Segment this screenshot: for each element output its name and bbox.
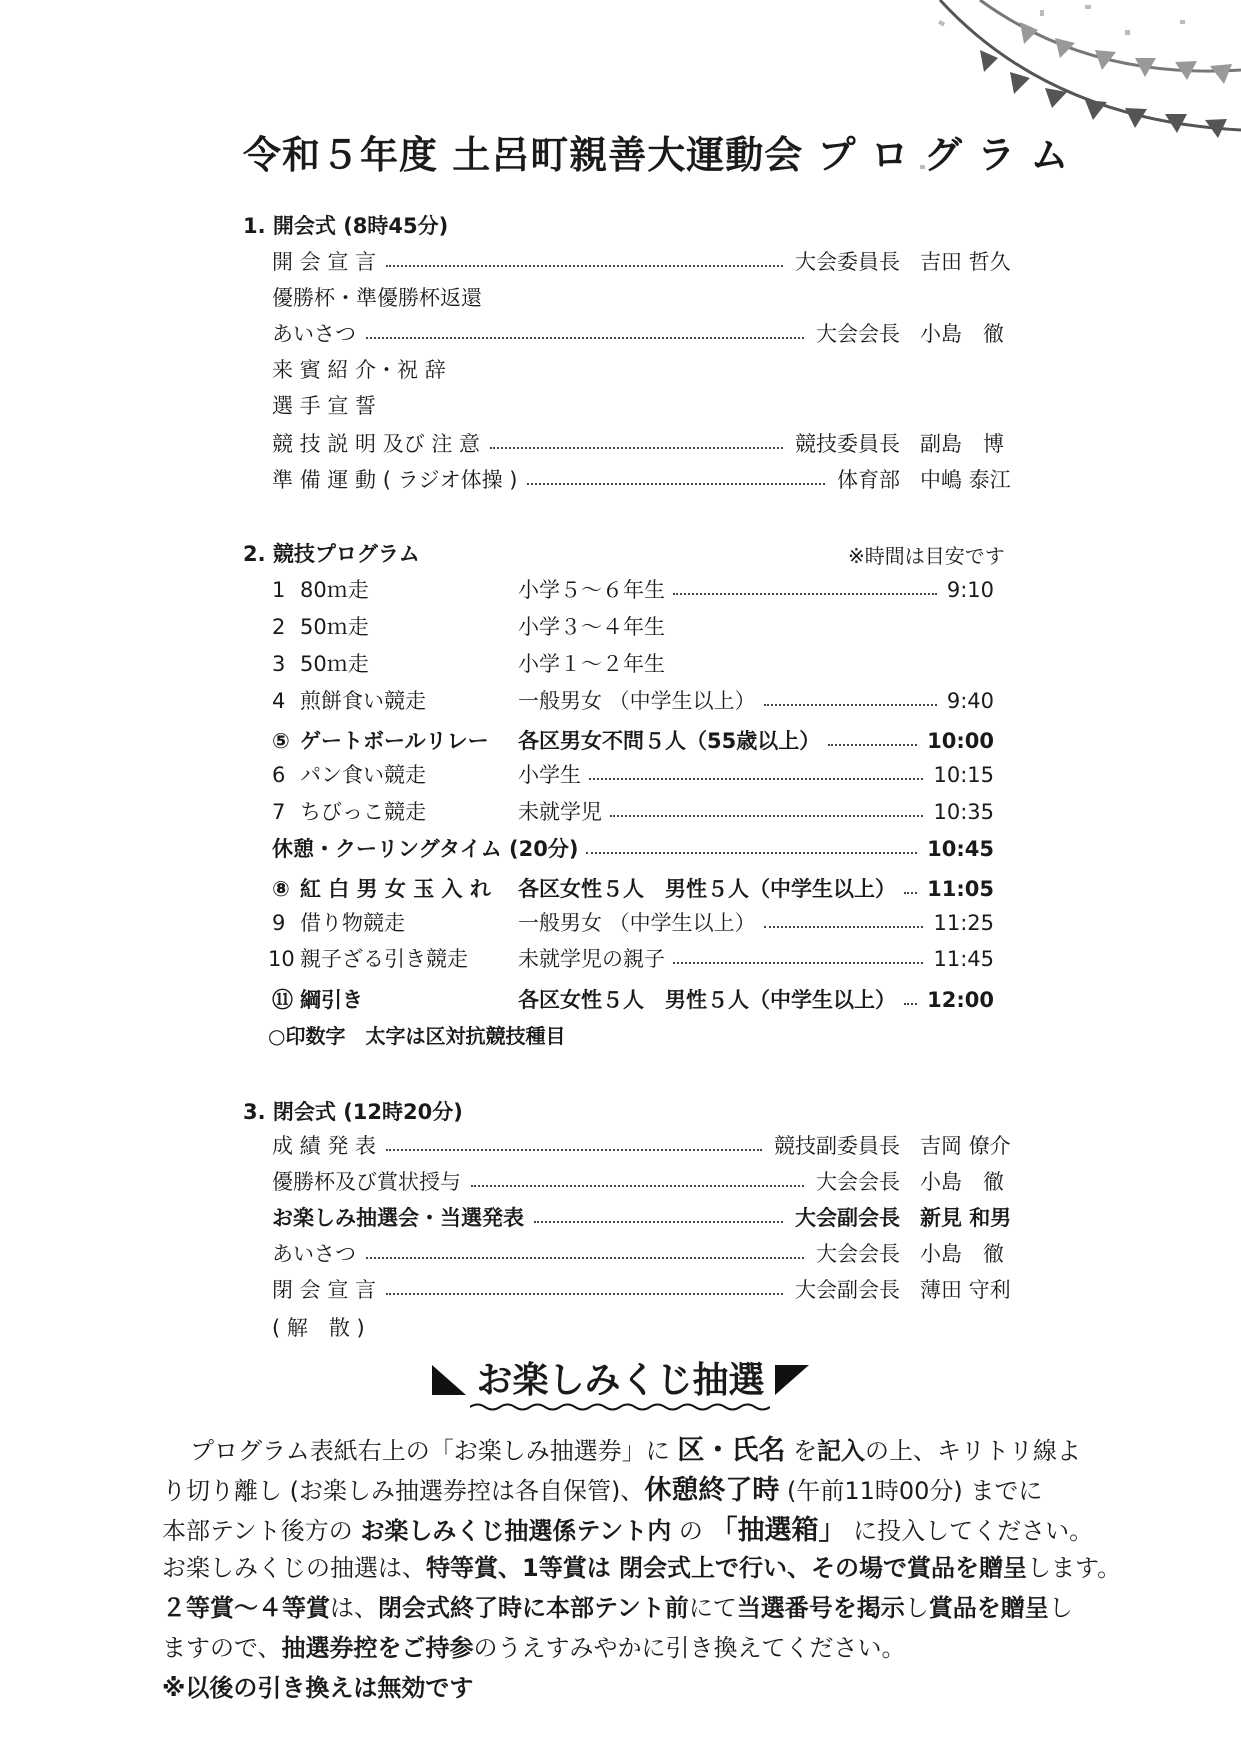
event-row bbox=[0, 873, 1241, 905]
body-text: し bbox=[904, 1594, 929, 1622]
emphasis-text: 「抽選箱」 bbox=[710, 1515, 846, 1546]
lottery-line bbox=[162, 1588, 1073, 1623]
event-name: ゲートボールリレー bbox=[300, 729, 489, 753]
body-text: プログラム表紙右上の「お楽しみ抽選券」に bbox=[190, 1437, 678, 1465]
dotted-leader bbox=[527, 483, 825, 485]
event-participants: 一般男女 （中学生以上） bbox=[518, 689, 756, 713]
item-name: 来 賓 紹 介・祝 辞 bbox=[272, 358, 446, 382]
body-text: の bbox=[671, 1517, 711, 1545]
opening-heading: 1. 開会式 (8時45分) bbox=[243, 214, 449, 238]
program-row bbox=[0, 1166, 1241, 1198]
role-title: 競技委員長 bbox=[795, 432, 900, 456]
event-time: 11:25 bbox=[933, 911, 994, 935]
program-row bbox=[0, 1274, 1241, 1306]
emphasis-text: 抽選券控をご持参 bbox=[281, 1634, 474, 1662]
dotted-leader bbox=[534, 1221, 783, 1223]
event-row bbox=[0, 796, 1241, 828]
event-time: 11:05 bbox=[927, 877, 994, 901]
event-name: 80ｍ走 bbox=[300, 578, 369, 602]
emphasis-text: 賞品を贈呈 bbox=[928, 1594, 1049, 1622]
emphasis-text: 区・氏名 bbox=[677, 1435, 786, 1466]
event-row bbox=[0, 685, 1241, 717]
event-number: 4 bbox=[272, 689, 286, 713]
dotted-leader bbox=[386, 265, 783, 267]
event-time: 10:45 bbox=[927, 837, 994, 861]
item-name: 成 績 発 表 bbox=[272, 1134, 377, 1158]
role-title: 大会副会長 bbox=[795, 1278, 900, 1302]
item-name: 開 会 宣 言 bbox=[272, 250, 377, 274]
lottery-line bbox=[162, 1548, 1121, 1583]
body-text: お楽しみくじの抽選は、 bbox=[162, 1554, 426, 1582]
person-name: 新見 和男 bbox=[920, 1206, 1012, 1230]
event-name: 綱引き bbox=[300, 988, 363, 1012]
program-row bbox=[0, 1238, 1241, 1270]
item-name: 優勝杯・準優勝杯返還 bbox=[272, 286, 482, 310]
body-text: し bbox=[1048, 1594, 1073, 1622]
role-title: 大会副会長 bbox=[795, 1206, 900, 1230]
dotted-leader bbox=[589, 778, 923, 780]
event-name: 親子ざる引き競走 bbox=[300, 947, 468, 971]
events-footnote: ○印数字 太字は区対抗競技種目 bbox=[268, 1024, 566, 1048]
dotted-leader bbox=[764, 704, 937, 706]
event-time: 10:00 bbox=[927, 729, 994, 753]
dotted-leader bbox=[366, 1257, 804, 1259]
event-time: 9:10 bbox=[946, 578, 994, 602]
item-name: あいさつ bbox=[272, 322, 356, 346]
lottery-line bbox=[190, 1428, 1081, 1467]
item-name: 競 技 説 明 及び 注 意 bbox=[272, 432, 481, 456]
event-name: 煎餅食い競走 bbox=[300, 689, 426, 713]
dotted-leader bbox=[904, 892, 917, 894]
program-row bbox=[0, 1202, 1241, 1234]
body-text: を bbox=[785, 1437, 818, 1465]
emphasis-text: お楽しみくじ抽選係テント内 bbox=[360, 1517, 672, 1545]
lottery-title: お楽しみくじ抽選 bbox=[476, 1360, 765, 1401]
event-row bbox=[0, 984, 1241, 1016]
dotted-leader bbox=[764, 926, 924, 928]
dotted-leader bbox=[610, 815, 923, 817]
wavy-underline bbox=[470, 1402, 770, 1412]
dotted-leader bbox=[386, 1293, 783, 1295]
event-row bbox=[0, 759, 1241, 791]
event-participants: 一般男女 （中学生以上） bbox=[518, 911, 756, 935]
role-title: 大会会長 bbox=[816, 1242, 900, 1266]
event-number: ⑧ bbox=[272, 877, 290, 901]
event-participants: 各区男女不問５人（55歳以上） bbox=[518, 729, 821, 753]
event-number: ⑤ bbox=[272, 729, 290, 753]
dotted-leader bbox=[490, 447, 783, 449]
program-row bbox=[0, 1312, 1241, 1344]
event-number: 10 bbox=[268, 947, 295, 971]
event-name: ちびっこ競走 bbox=[300, 800, 426, 824]
person-name: 小島 徹 bbox=[920, 1242, 1004, 1266]
event-name: パン食い競走 bbox=[300, 763, 426, 787]
event-number: 7 bbox=[272, 800, 286, 824]
program-row bbox=[0, 282, 1241, 314]
person-name: 副島 博 bbox=[920, 432, 1004, 456]
event-number: 6 bbox=[272, 763, 286, 787]
triangle-left-icon bbox=[432, 1365, 466, 1395]
event-name: 50ｍ走 bbox=[300, 615, 369, 639]
page-title: 令和５年度 土呂町親善大運動会 プ ロ グ ラ ム bbox=[243, 133, 1070, 177]
event-row bbox=[0, 907, 1241, 939]
event-time: 10:15 bbox=[933, 763, 994, 787]
triangle-right-icon bbox=[775, 1365, 809, 1395]
person-name: 吉岡 僚介 bbox=[920, 1134, 1011, 1158]
dotted-leader bbox=[366, 337, 804, 339]
emphasis-text: 特等賞、1等賞は 閉会式上で行い、その場で賞品を贈呈 bbox=[426, 1554, 1028, 1582]
event-participants: 未就学児 bbox=[518, 800, 602, 824]
body-text: (午前11時00分) までに bbox=[779, 1477, 1043, 1505]
body-text: の上、キリトリ線よ bbox=[865, 1437, 1082, 1465]
item-name: 準 備 運 動 ( ラジオ体操 ) bbox=[272, 468, 518, 492]
event-number: 2 bbox=[272, 615, 286, 639]
person-name: 小島 徹 bbox=[920, 322, 1004, 346]
emphasis-text: ※以後の引き換えは無効です bbox=[162, 1674, 474, 1702]
event-number: 9 bbox=[272, 911, 286, 935]
lottery-line bbox=[162, 1668, 473, 1703]
event-row bbox=[0, 943, 1241, 975]
role-title: 競技副委員長 bbox=[774, 1134, 900, 1158]
dotted-leader bbox=[673, 962, 923, 964]
role-title: 大会会長 bbox=[816, 1170, 900, 1194]
program-row bbox=[0, 390, 1241, 422]
person-name: 小島 徹 bbox=[920, 1170, 1004, 1194]
body-text: のうえすみやかに引き換えてください。 bbox=[473, 1634, 906, 1662]
event-participants: 小学５～６年生 bbox=[518, 578, 665, 602]
body-text: は、 bbox=[330, 1594, 378, 1622]
item-name: 選 手 宣 誓 bbox=[272, 394, 377, 418]
dotted-leader bbox=[673, 593, 937, 595]
event-time: 11:45 bbox=[933, 947, 994, 971]
body-text: ますので、 bbox=[162, 1634, 282, 1662]
lottery-line bbox=[162, 1628, 906, 1663]
lottery-line bbox=[162, 1508, 1093, 1547]
event-row bbox=[0, 648, 1241, 680]
time-note: ※時間は目安です bbox=[848, 544, 1005, 568]
event-row bbox=[0, 574, 1241, 606]
emphasis-text: ２等賞～４等賞 bbox=[162, 1594, 330, 1622]
program-row bbox=[0, 318, 1241, 350]
event-row bbox=[0, 833, 1241, 865]
event-time: 9:40 bbox=[946, 689, 994, 713]
emphasis-text: 休憩終了時 bbox=[644, 1475, 780, 1506]
event-name: 50ｍ走 bbox=[300, 652, 369, 676]
person-name: 吉田 哲久 bbox=[920, 250, 1011, 274]
program-row bbox=[0, 246, 1241, 278]
program-row bbox=[0, 428, 1241, 460]
event-number: 1 bbox=[272, 578, 286, 602]
event-name: 紅 白 男 女 玉 入 れ bbox=[300, 877, 491, 901]
event-number: 3 bbox=[272, 652, 286, 676]
event-time: 12:00 bbox=[927, 988, 994, 1012]
person-name: 中嶋 泰江 bbox=[920, 468, 1011, 492]
event-participants: 各区女性５人 男性５人（中学生以上） bbox=[518, 988, 896, 1012]
emphasis-text: 記入 bbox=[817, 1437, 866, 1465]
person-name: 薄田 守利 bbox=[920, 1278, 1011, 1302]
item-name: 優勝杯及び賞状授与 bbox=[272, 1170, 461, 1194]
event-time: 10:35 bbox=[933, 800, 994, 824]
role-title: 大会委員長 bbox=[795, 250, 900, 274]
item-name: あいさつ bbox=[272, 1242, 356, 1266]
program-row bbox=[0, 464, 1241, 496]
role-title: 大会会長 bbox=[816, 322, 900, 346]
dotted-leader bbox=[828, 744, 917, 746]
events-heading: 2. 競技プログラム bbox=[243, 542, 420, 566]
body-text: り切り離し (お楽しみ抽選券控は各自保管)、 bbox=[162, 1477, 645, 1505]
event-participants: 小学３～４年生 bbox=[518, 615, 665, 639]
event-row bbox=[0, 611, 1241, 643]
dotted-leader bbox=[386, 1149, 762, 1151]
lottery-line bbox=[162, 1468, 1042, 1507]
body-text: 本部テント後方の bbox=[162, 1517, 361, 1545]
body-text: にて bbox=[688, 1594, 737, 1622]
event-participants: 小学生 bbox=[518, 763, 581, 787]
event-number: ⑪ bbox=[272, 988, 293, 1012]
dotted-leader bbox=[471, 1185, 804, 1187]
event-participants: 未就学児の親子 bbox=[518, 947, 665, 971]
event-participants: 小学１～２年生 bbox=[518, 652, 665, 676]
closing-heading: 3. 閉会式 (12時20分) bbox=[243, 1100, 463, 1124]
event-name: 休憩・クーリングタイム (20分) bbox=[272, 837, 579, 861]
event-row bbox=[0, 725, 1241, 757]
emphasis-text: 当選番号を掲示 bbox=[736, 1594, 905, 1622]
event-name: 借り物競走 bbox=[300, 911, 405, 935]
dotted-leader bbox=[904, 1003, 917, 1005]
event-participants: 各区女性５人 男性５人（中学生以上） bbox=[518, 877, 896, 901]
program-row bbox=[0, 354, 1241, 386]
dotted-leader bbox=[586, 852, 917, 854]
item-name: ( 解 散 ) bbox=[272, 1316, 365, 1340]
lottery-banner bbox=[0, 1352, 1241, 1412]
program-row bbox=[0, 1130, 1241, 1162]
item-name: お楽しみ抽選会・当選発表 bbox=[272, 1206, 524, 1230]
body-text: に投入してください。 bbox=[845, 1517, 1094, 1545]
item-name: 閉 会 宣 言 bbox=[272, 1278, 377, 1302]
emphasis-text: 閉会式終了時に本部テント前 bbox=[378, 1594, 689, 1622]
role-title: 体育部 bbox=[837, 468, 900, 492]
body-text: します。 bbox=[1027, 1554, 1122, 1582]
